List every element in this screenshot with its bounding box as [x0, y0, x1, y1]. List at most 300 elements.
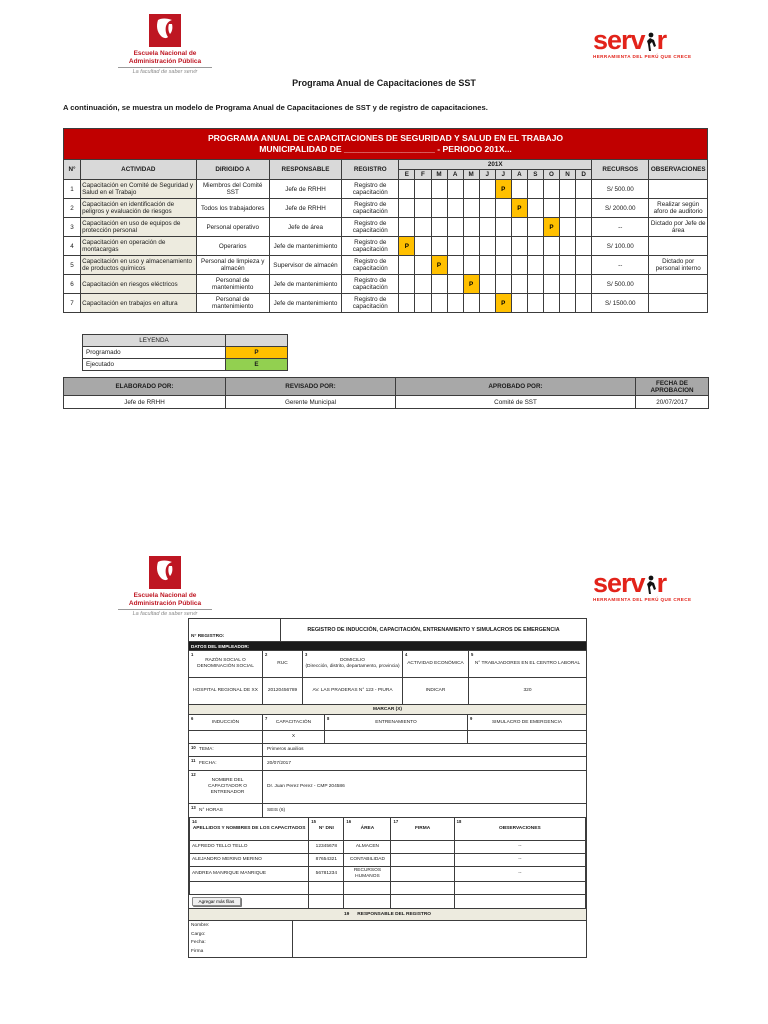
responsible-cell: Jefe de mantenimiento [269, 275, 341, 294]
program-row [64, 256, 708, 275]
enap-tagline: La facultad de saber servir [132, 69, 198, 75]
type-marks-row [189, 731, 586, 744]
field-number: 6 [191, 716, 194, 721]
activity-cell: Capacitación en uso y almacenamiento de productos químicos [81, 256, 196, 275]
legend-table [82, 334, 288, 371]
program-row [64, 218, 708, 237]
servir-brand-post: r [656, 25, 667, 55]
month-cell [479, 180, 495, 199]
month-cell [527, 294, 543, 313]
trainee-name: ALEJANDRO MERINO MERINO [190, 854, 309, 867]
month-cell [527, 275, 543, 294]
trainee-dni: 87654321 [309, 854, 344, 867]
month-cell [543, 237, 559, 256]
month-cell-marked: P [543, 218, 559, 237]
responsible-cell: Jefe de mantenimiento [269, 294, 341, 313]
month-col-2: M [431, 170, 447, 180]
trainee-header-label: FIRMA [414, 826, 431, 831]
month-cell [399, 199, 415, 218]
registry-cell: Registro de capacitación [342, 218, 399, 237]
employer-header-label: ACTIVIDAD ECONÓMICA [407, 661, 464, 666]
responsible-section-bar [189, 908, 586, 921]
month-cell [543, 294, 559, 313]
program-row [64, 237, 708, 256]
field-row-10 [189, 744, 586, 757]
month-cell [399, 256, 415, 275]
field-label [189, 757, 263, 770]
approval-value: Gerente Municipal [226, 396, 396, 409]
month-cell [576, 218, 592, 237]
employer-section-bar: DATOS DEL EMPLEADOR: [189, 642, 586, 651]
legend-body [83, 347, 288, 371]
approval-value: Comité de SST [396, 396, 636, 409]
activity-cell: Capacitación en riesgos eléctricos [81, 275, 196, 294]
month-cell [527, 180, 543, 199]
field-label-text: N° HORAS [199, 807, 223, 813]
employer-header-label: RUC [277, 661, 288, 666]
field-value: Dr. Juan Perez Perez - CMP 204586 [267, 784, 345, 789]
trainee-header-label: APELLIDOS Y NOMBRES DE LOS CAPACITADOS [192, 826, 306, 831]
field-row-11 [189, 757, 586, 771]
field-number: 9 [470, 716, 473, 721]
month-cell [511, 180, 527, 199]
month-cell [447, 180, 463, 199]
legend-code: P [226, 347, 288, 359]
trainee-name [190, 882, 309, 895]
type-header-label: INDUCCIÓN [211, 719, 240, 725]
legend-title-spacer [226, 335, 288, 347]
legend-title: LEYENDA [83, 335, 226, 347]
col-header-registry: REGISTRO [342, 160, 399, 180]
month-col-10: N [560, 170, 576, 180]
month-cell [527, 256, 543, 275]
employer-header-4 [403, 651, 469, 677]
servir-brand-pre: serv [593, 568, 645, 598]
month-cell [495, 237, 511, 256]
trainee-area [344, 882, 391, 895]
observations-cell [649, 294, 708, 313]
month-cell-marked: P [495, 180, 511, 199]
resources-cell: S/ 500.00 [592, 275, 649, 294]
resources-cell: S/ 2000.00 [592, 199, 649, 218]
type-header-label: CAPACITACIÓN [275, 719, 312, 725]
empty-cell [309, 895, 344, 909]
responsible-bar-num: 19 [343, 912, 350, 917]
resources-cell: -- [592, 256, 649, 275]
approval-header: FECHA DE APROBACION [636, 378, 709, 396]
month-cell [576, 275, 592, 294]
employer-values-row [189, 678, 586, 705]
employer-header-label: DOMICILIO (Dirección, distrito, departamento, provincia) [305, 658, 400, 669]
month-cell [576, 237, 592, 256]
responsible-signature-area [293, 921, 586, 957]
month-col-11: D [576, 170, 592, 180]
audience-cell: Miembros del Comité SST [196, 180, 269, 199]
registry-cell: Registro de capacitación [342, 294, 399, 313]
type-mark-2: X [263, 731, 325, 743]
month-cell [560, 275, 576, 294]
program-row [64, 275, 708, 294]
responsible-cell: Supervisor de almacén [269, 256, 341, 275]
enap-logo [110, 14, 220, 75]
trainee-header-label: N° DNI [318, 826, 334, 831]
field-number: 13 [191, 805, 196, 810]
month-cell [511, 294, 527, 313]
enap-org-name-line1: Escuela Nacional de [133, 50, 197, 57]
legend-row [83, 347, 288, 359]
field-value: 20/07/2017 [267, 760, 292, 766]
month-cell-marked: P [495, 294, 511, 313]
month-col-8: S [527, 170, 543, 180]
legend-row [83, 359, 288, 371]
enap-logo-page2 [110, 556, 220, 617]
field-label [189, 744, 263, 756]
month-cell [431, 275, 447, 294]
month-cell [415, 180, 431, 199]
form-fields [189, 744, 586, 817]
month-cell [560, 256, 576, 275]
registro-form [188, 618, 587, 958]
col-header-activity: ACTIVIDAD [81, 160, 196, 180]
activity-cell: Capacitación en uso de equipos de protección personal [81, 218, 196, 237]
trainee-firma [391, 882, 454, 895]
trainee-header-label: OBSERVACIONES [498, 826, 541, 831]
row-number: 1 [64, 180, 81, 199]
responsible-fields [189, 921, 293, 957]
trainee-header-row [190, 818, 586, 841]
month-cell-marked: P [511, 199, 527, 218]
servir-logo [593, 27, 743, 59]
month-cell-marked: P [399, 237, 415, 256]
legend-code: E [226, 359, 288, 371]
month-cell [447, 199, 463, 218]
col-header-audience: DIRIGIDO A [196, 160, 269, 180]
month-cell [479, 294, 495, 313]
employer-value-2: 20120456789 [263, 678, 303, 704]
trainee-obs: -- [454, 854, 585, 867]
employer-header-label: RAZÓN SOCIAL O DENOMINACIÓN SOCIAL [197, 658, 254, 669]
enap-emblem-icon [153, 18, 177, 44]
field-label-text: FECHA: [199, 760, 217, 766]
enap-org-name-line1: Escuela Nacional de [133, 592, 197, 599]
field-number: 12 [191, 772, 196, 777]
registry-number-label: N° REGISTRO: [189, 619, 281, 641]
month-cell [527, 218, 543, 237]
month-cell [415, 275, 431, 294]
servir-tagline: HERRAMIENTA DEL PERÚ QUE CRECE [593, 597, 692, 602]
trainee-obs: -- [454, 867, 585, 882]
enap-tagline: La facultad de saber servir [132, 611, 198, 617]
month-cell [463, 180, 479, 199]
month-cell [511, 256, 527, 275]
trainee-row [190, 841, 586, 854]
month-cell [463, 256, 479, 275]
approval-header: ELABORADO POR: [64, 378, 226, 396]
employer-value-5: 320 [523, 688, 532, 693]
month-cell [495, 275, 511, 294]
field-number: 4 [405, 652, 408, 657]
employer-header-1 [189, 651, 263, 677]
field-number: 7 [265, 716, 268, 721]
month-cell [431, 180, 447, 199]
trainee-header [344, 818, 391, 841]
type-mark-1 [189, 731, 263, 743]
month-cell [415, 294, 431, 313]
trainee-area: CONTABILIDAD [344, 854, 391, 867]
approval-header: APROBADO POR: [396, 378, 636, 396]
servir-logo-page2 [593, 570, 743, 602]
month-cell [511, 237, 527, 256]
responsible-field-label: Nombre: [191, 923, 210, 928]
servir-person-icon [646, 575, 657, 595]
servir-person-icon [646, 32, 657, 52]
month-cell [543, 199, 559, 218]
month-cell [415, 256, 431, 275]
month-cell [527, 237, 543, 256]
approval-values-row [64, 396, 709, 409]
observations-cell: Realizar según aforo de auditorio [649, 199, 708, 218]
audience-cell: Personal de mantenimiento [196, 275, 269, 294]
month-col-4: M [463, 170, 479, 180]
field-label-text: TEMA: [199, 747, 214, 752]
trainee-obs: -- [454, 841, 585, 854]
month-col-0: E [399, 170, 415, 180]
observations-cell [649, 275, 708, 294]
add-rows-row [190, 895, 586, 909]
month-col-9: O [543, 170, 559, 180]
field-number: 10 [191, 745, 196, 750]
registry-cell: Registro de capacitación [342, 256, 399, 275]
enap-divider [118, 609, 212, 610]
employer-value-3: AV. LAS PRADERAS N° 123 - PIURA [303, 678, 403, 704]
month-cell [576, 294, 592, 313]
month-col-6: J [495, 170, 511, 180]
resources-cell: S/ 100.00 [592, 237, 649, 256]
month-cell [431, 237, 447, 256]
activity-cell: Capacitación en trabajos en altura [81, 294, 196, 313]
responsible-field-label: Firma [191, 948, 204, 954]
month-cell [543, 180, 559, 199]
month-cell [463, 237, 479, 256]
empty-cell [391, 895, 454, 909]
month-cell [560, 218, 576, 237]
month-col-3: A [447, 170, 463, 180]
month-col-7: A [511, 170, 527, 180]
field-label-text: NOMBRE DEL CAPACITADOR O ENTRENADOR [208, 778, 247, 795]
month-cell [495, 218, 511, 237]
trainee-name: ALFREDO TELLO TELLO [190, 841, 309, 854]
field-label [189, 771, 263, 803]
audience-cell: Personal operativo [196, 218, 269, 237]
field-number: 5 [471, 652, 474, 657]
type-header-4 [468, 715, 586, 730]
observations-cell: Dictado por personal interno [649, 256, 708, 275]
trainee-row [190, 867, 586, 882]
registry-cell: Registro de capacitación [342, 275, 399, 294]
trainee-area: RECURSOS HUMANOS [344, 867, 391, 882]
month-cell [479, 237, 495, 256]
activity-cell: Capacitación en Comité de Seguridad y Salud en el Trabajo [81, 180, 196, 199]
responsible-cell: Jefe de mantenimiento [269, 237, 341, 256]
responsible-cell: Jefe de área [269, 218, 341, 237]
month-cell [415, 237, 431, 256]
month-cell [495, 199, 511, 218]
month-cell [399, 275, 415, 294]
empty-cell [344, 895, 391, 909]
legend-label: Ejecutado [83, 359, 226, 371]
activity-cell: Capacitación en operación de montacargas [81, 237, 196, 256]
marcar-bar: MARCAR (X) [189, 705, 586, 715]
month-cell [543, 275, 559, 294]
type-header-1 [189, 715, 263, 730]
month-cell [479, 275, 495, 294]
audience-cell: Operarios [196, 237, 269, 256]
trainee-name: ANDREA MANRIQUE MANRIQUE [190, 867, 309, 882]
registry-cell: Registro de capacitación [342, 180, 399, 199]
enap-emblem-icon [153, 560, 177, 586]
month-cell [415, 218, 431, 237]
resources-cell: S/ 1500.00 [592, 294, 649, 313]
row-number: 2 [64, 199, 81, 218]
col-header-observations: OBSERVACIONES [649, 160, 708, 180]
month-cell [399, 180, 415, 199]
enap-logo-icon [149, 14, 181, 47]
col-header-responsible: RESPONSABLE [269, 160, 341, 180]
approval-header: REVISADO POR: [226, 378, 396, 396]
program-title-line2: MUNICIPALIDAD DE ___________________ - PERIODO 201X... [259, 144, 512, 154]
field-number: 2 [265, 652, 268, 657]
enap-org-name-line2: Administración Pública [128, 57, 202, 65]
trainee-body [190, 841, 586, 895]
month-cell [479, 218, 495, 237]
row-number: 3 [64, 218, 81, 237]
program-row [64, 180, 708, 199]
trainee-header [454, 818, 585, 841]
servir-brand-post: r [656, 568, 667, 598]
trainee-header [190, 818, 309, 841]
program-title-line1: PROGRAMA ANUAL DE CAPACITACIONES DE SEGURIDAD Y SALUD EN EL TRABAJO [207, 133, 564, 143]
type-header-row [189, 715, 586, 731]
month-cell [463, 294, 479, 313]
responsible-bar-label: RESPONSABLE DEL REGISTRO [357, 912, 432, 917]
row-number: 4 [64, 237, 81, 256]
enap-logo-icon [149, 556, 181, 589]
trainee-header [391, 818, 454, 841]
field-number: 14 [192, 819, 197, 824]
trainee-dni: 12345678 [309, 841, 344, 854]
month-cell [576, 256, 592, 275]
employer-header-3 [303, 651, 403, 677]
trainee-header-label: ÁREA [360, 826, 375, 831]
trainee-firma [391, 854, 454, 867]
field-number: 8 [327, 716, 330, 721]
trainee-row [190, 882, 586, 895]
type-header-2 [263, 715, 325, 730]
employer-header-sub: (Dirección, distrito, departamento, provincia) [305, 664, 400, 669]
field-value: SEIS (6) [267, 807, 286, 813]
approval-value: Jefe de RRHH [64, 396, 226, 409]
audience-cell: Personal de limpieza y almacén [196, 256, 269, 275]
field-label [189, 804, 263, 817]
trainee-firma [391, 841, 454, 854]
field-number: 17 [393, 819, 399, 824]
form-title: REGISTRO DE INDUCCIÓN, CAPACITACIÓN, ENTRENAMIENTO Y SIMULACROS DE EMERGENCIA [307, 627, 560, 633]
month-cell [495, 256, 511, 275]
approval-table [63, 377, 709, 409]
empty-cell [454, 895, 585, 909]
type-mark-3 [325, 731, 468, 743]
trainee-row [190, 854, 586, 867]
row-number: 5 [64, 256, 81, 275]
field-value: Primeros auxilios [267, 747, 304, 752]
resources-cell: -- [592, 218, 649, 237]
col-header-year: 201X [399, 160, 592, 170]
employer-header-row [189, 651, 586, 678]
program-row [64, 199, 708, 218]
servir-brand-pre: serv [593, 25, 645, 55]
month-cell [560, 237, 576, 256]
employer-header-5 [469, 651, 586, 677]
month-cell [431, 199, 447, 218]
month-cell [479, 199, 495, 218]
field-number: 16 [346, 819, 352, 824]
month-cell [399, 294, 415, 313]
observations-cell [649, 237, 708, 256]
month-cell [511, 275, 527, 294]
servir-tagline: HERRAMIENTA DEL PERÚ QUE CRECE [593, 54, 692, 59]
month-cell [527, 199, 543, 218]
month-cell [560, 199, 576, 218]
responsible-cell: Jefe de RRHH [269, 180, 341, 199]
add-rows-button[interactable]: Agregar más filas [192, 897, 242, 906]
resources-cell: S/ 500.00 [592, 180, 649, 199]
row-number: 7 [64, 294, 81, 313]
col-header-resources: RECURSOS [592, 160, 649, 180]
employer-header-label: N° TRABAJADORES EN EL CENTRO LABORAL [474, 661, 581, 666]
trainee-firma [391, 867, 454, 882]
field-row-12 [189, 771, 586, 804]
enap-divider [118, 67, 212, 68]
observations-cell: Dictado por Jefe de área [649, 218, 708, 237]
month-cell [447, 218, 463, 237]
trainee-header [309, 818, 344, 841]
month-cell [431, 218, 447, 237]
trainee-area: ALMACEN [344, 841, 391, 854]
month-cell [479, 256, 495, 275]
responsible-cell: Jefe de RRHH [269, 199, 341, 218]
field-row-13 [189, 804, 586, 817]
field-number: 1 [191, 652, 194, 657]
trainee-dni: 56781234 [309, 867, 344, 882]
field-number: 3 [305, 652, 308, 657]
employer-value-4: INDICAR [403, 678, 469, 704]
audience-cell: Todos los trabajadores [196, 199, 269, 218]
employer-value-1: HOSPITAL REGIONAL DE XX [189, 678, 263, 704]
program-table-body [64, 180, 708, 313]
field-number: 11 [191, 758, 196, 763]
responsible-field-label: Fecha: [191, 940, 206, 945]
registry-cell: Registro de capacitación [342, 237, 399, 256]
month-col-5: J [479, 170, 495, 180]
page-title: Programa Anual de Capacitaciones de SST [292, 78, 476, 88]
month-cell [576, 180, 592, 199]
month-cell [447, 275, 463, 294]
trainee-dni [309, 882, 344, 895]
month-cell [447, 237, 463, 256]
employer-header-2 [263, 651, 303, 677]
month-cell [431, 294, 447, 313]
enap-org-name-line2: Administración Pública [128, 599, 202, 607]
